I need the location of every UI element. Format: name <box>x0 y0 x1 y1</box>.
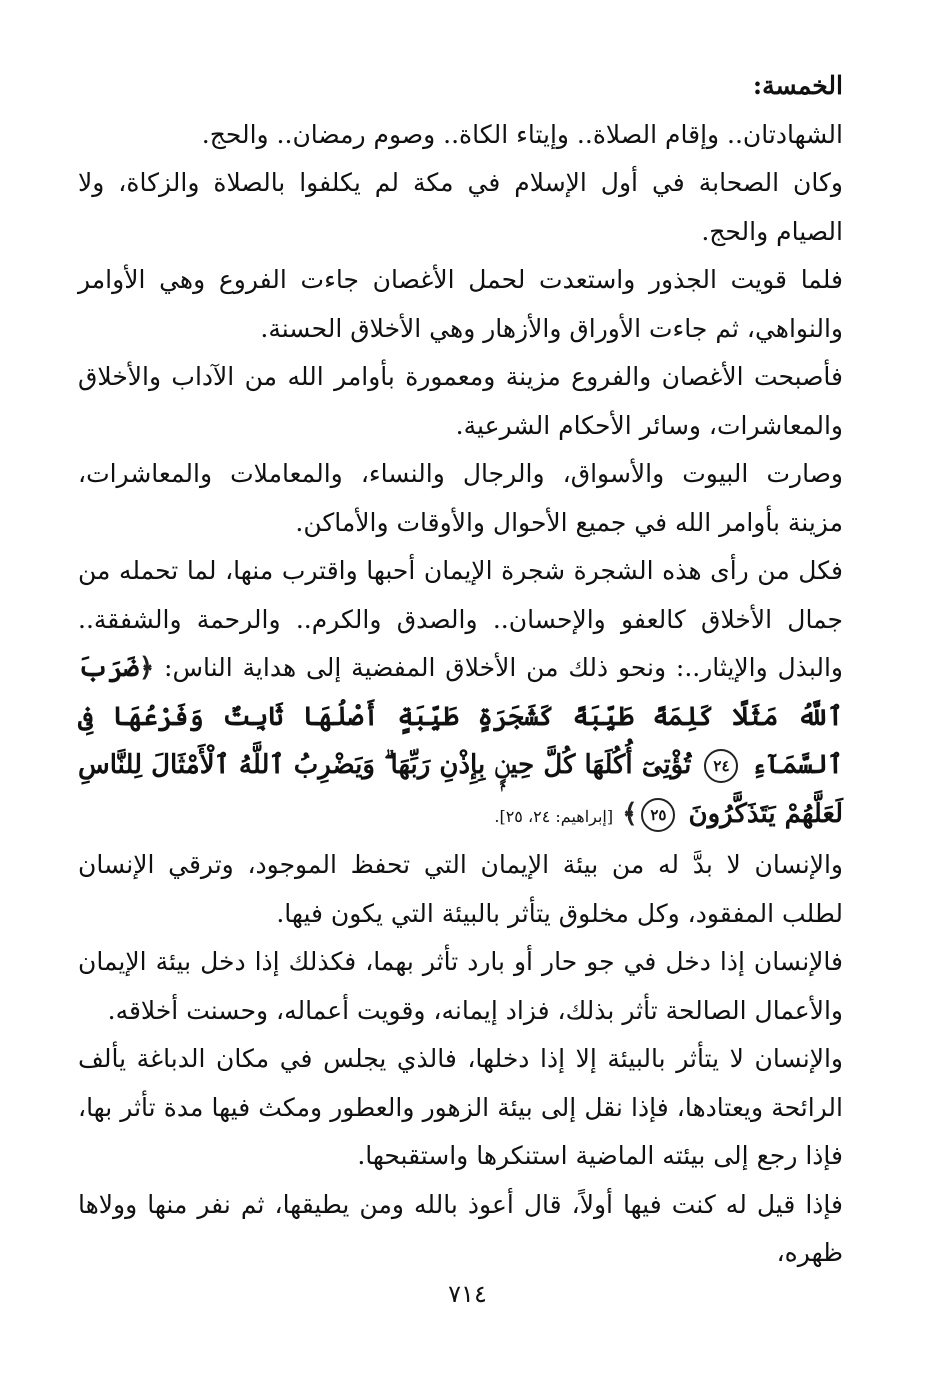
paragraph-1: الشهادتان.. وإقام الصلاة.. وإيتاء الكاة.. وصوم رمضان.. والحج. <box>201 119 843 149</box>
quran-verse-part-2: تُؤْتِىٓ أُكُلَهَا كُلَّ حِينٍۭ بِإِذْنِ رَبِّهَا ۗ وَيَضْرِبُ ٱللَّهُ ٱلْأَمْثَالَ لِلنَّاسِ لَعَلَّهُمْ يَتَذَكَّرُونَ <box>78 750 843 829</box>
paragraph-9: والإنسان لا يتأثر بالبيئة إلا إذا دخلها، فالذي يجلس في مكان الدباغة يألف الرائحة ويعتادها، فإذا نقل إلى بيئة الزهور والعطور ومكث فيها مدة تأثر بها، فإذا رجع إلى بيئته الماضية استنكرها واستقبحها. <box>78 1044 843 1170</box>
paragraph-7: والإنسان لا بدَّ له من بيئة الإيمان التي تحفظ الموجود، وترقي الإنسان لطلب المفقود، وكل مخلوق يتأثر بالبيئة التي يكون فيها. <box>78 850 843 928</box>
ayah-number-marker: ٢٥ <box>641 798 675 832</box>
paragraph-10: فإذا قيل له كنت فيها أولاً، قال أعوذ بالله ومن يطيقها، ثم نفر منها وولاها ظهره، <box>78 1189 843 1267</box>
verse-reference: [إبراهيم: ٢٤، ٢٥]. <box>494 806 614 826</box>
ayah-number-marker: ٢٤ <box>704 749 738 783</box>
quran-verse-part-1: ضَرَبَ ٱللَّهُ مَثَلًا كَلِمَةً طَيِّبَةً كَشَجَرَةٍ طَيِّبَةٍ أَصْلُهَا ثَابِتٌ وَفَرْعُهَا فِى ٱلسَّمَآءِ <box>78 653 844 780</box>
paragraph-8: فالإنسان إذا دخل في جو حار أو بارد تأثر بهما، فكذلك إذا دخل بيئة الإيمان والأعمال الصالحة تأثر بذلك، فزاد إيمانه، وقويت أعماله، وحسنت أخلاقه. <box>78 947 843 1025</box>
paragraph-6-intro: فكل من رأى هذه الشجرة شجرة الإيمان أحبها واقترب منها، لما تحمله من جمال الأخلاق كالعفو والإحسان.. والصدق والكرم.. والرحمة والشفقة.. والبذل والإيثار..: ونحو ذلك من الأخلاق المفضية إلى هداية الناس: <box>78 556 843 682</box>
section-heading: الخمسة: <box>752 71 843 100</box>
quran-close-bracket: ﴾ <box>622 798 638 829</box>
paragraph-3: فلما قويت الجذور واستعدت لحمل الأغصان جاءت الفروع وهي الأوامر والنواهي، ثم جاءت الأوراق والأزهار وهي الأخلاق الحسنة. <box>78 265 843 343</box>
paragraph-2: وكان الصحابة في أول الإسلام في مكة لم يكلفوا بالصلاة والزكاة، ولا الصيام والحج. <box>78 168 843 246</box>
paragraph-4: فأصبحت الأغصان والفروع مزينة ومعمورة بأوامر الله من الآداب والأخلاق والمعاشرات، وسائر الأحكام الشرعية. <box>78 362 843 440</box>
page-body <box>78 62 843 1278</box>
page-number: ٧١٤ <box>448 1280 487 1308</box>
quran-open-bracket: ﴿ <box>138 653 155 683</box>
paragraph-6 <box>78 547 843 841</box>
paragraph-5: وصارت البيوت والأسواق، والرجال والنساء، والمعاملات والمعاشرات، مزينة بأوامر الله في جميع الأحوال والأوقات والأماكن. <box>78 459 843 537</box>
